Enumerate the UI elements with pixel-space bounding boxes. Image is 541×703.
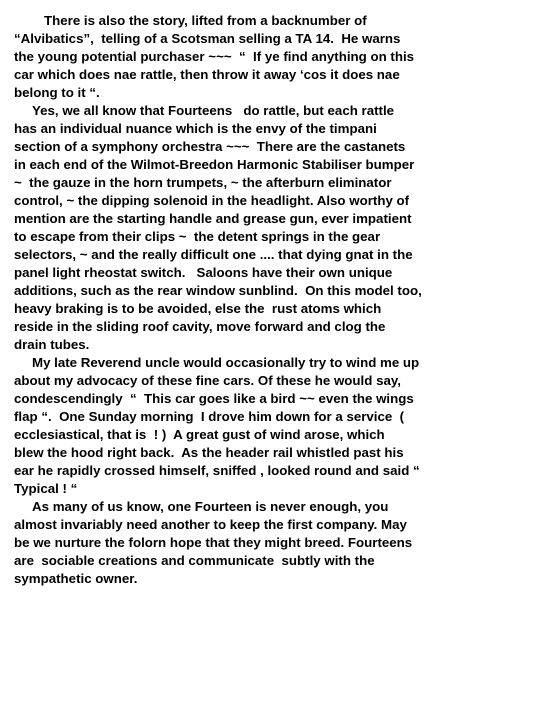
paragraph-2-line-10: panel light rheostat switch. Saloons have their own unique [14, 265, 393, 280]
paragraph-3-line-1: My late Reverend uncle would occasionally try to wind me up [32, 355, 420, 370]
paragraph-2-line-13: reside in the sliding roof cavity, move forward and clog the [14, 319, 386, 334]
paragraph-3-line-4: flap “. One Sunday morning I drove him down for a service ( [14, 409, 405, 424]
paragraph-2-line-1: Yes, we all know that Fourteens do rattle, but each rattle [32, 103, 395, 118]
paragraph-4-line-1: As many of us know, one Fourteen is never enough, you [32, 499, 389, 514]
paragraph-2-line-5: ~ the gauze in the horn trumpets, ~ the afterburn eliminator [14, 175, 392, 190]
paragraph-2-line-8: to escape from their clips ~ the detent springs in the gear [14, 229, 381, 244]
paragraph-2-line-9: selectors, ~ and the really difficult one .... that dying gnat in the [14, 247, 413, 262]
paragraph-4-line-5: sympathetic owner. [14, 571, 138, 586]
paragraph-2-line-3: section of a symphony orchestra ~~~ There are the castanets [14, 139, 406, 154]
paragraph-1-line-5: belong to it “. [14, 85, 100, 100]
paragraph-3-line-8: Typical ! “ [14, 481, 78, 496]
paragraph-3-line-3: condescendingly “ This car goes like a bird ~~ even the wings [14, 391, 414, 406]
paragraph-2-line-2: has an individual nuance which is the envy of the timpani [14, 121, 377, 136]
paragraph-1-line-2: “Alvibatics”, telling of a Scotsman selling a TA 14. He warns [14, 31, 401, 46]
paragraph-3-line-5: ecclesiastical, that is ! ) A great gust of wind arose, which [14, 427, 385, 442]
paragraph-2-line-12: heavy braking is to be avoided, else the rust atoms which [14, 301, 382, 316]
paragraph-2-line-4: in each end of the Wilmot-Breedon Harmonic Stabiliser bumper [14, 157, 415, 172]
paragraph-3-line-2: about my advocacy of these fine cars. Of these he would say, [14, 373, 401, 388]
paragraph-1-line-4: car which does nae rattle, then throw it away ‘cos it does nae [14, 67, 400, 82]
paragraph-2-line-6: control, ~ the dipping solenoid in the headlight. Also worthy of [14, 193, 410, 208]
paragraph-2-line-14: drain tubes. [14, 337, 90, 352]
article-body [14, 12, 536, 588]
paragraph-1-line-3: the young potential purchaser ~~~ “ If ye find anything on this [14, 49, 415, 64]
paragraph-3-line-6: blew the hood right back. As the header rail whistled past his [14, 445, 404, 460]
paragraph-4-line-2: almost invariably need another to keep the first company. May [14, 517, 407, 532]
paragraph-2-line-7: mention are the starting handle and grease gun, ever impatient [14, 211, 412, 226]
paragraph-3-line-7: ear he rapidly crossed himself, sniffed , looked round and said “ [14, 463, 420, 478]
paragraph-4-line-4: are sociable creations and communicate subtly with the [14, 553, 375, 568]
paragraph-1-line-1: There is also the story, lifted from a backnumber of [44, 13, 367, 28]
paragraph-4-line-3: be we nurture the folorn hope that they might breed. Fourteens [14, 535, 413, 550]
paragraph-2-line-11: additions, such as the rear window sunblind. On this model too, [14, 283, 422, 298]
